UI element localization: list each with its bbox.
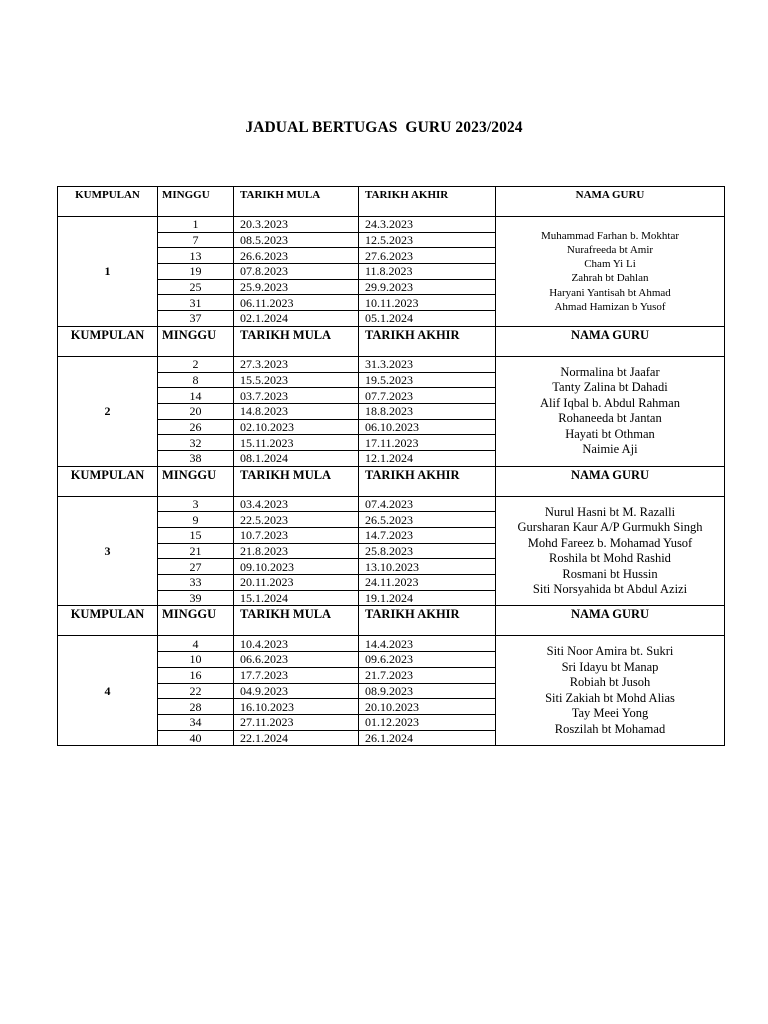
tarikh-akhir-cell: 12.5.2023 [359, 232, 496, 248]
tarikh-mula-cell: 10.7.2023 [234, 528, 359, 544]
teacher-name: Cham Yi Li [584, 258, 636, 271]
nama-guru-list [496, 356, 725, 466]
tarikh-akhir-cell: 11.8.2023 [359, 264, 496, 280]
header-tarikh-akhir: TARIKH AKHIR [359, 187, 496, 217]
header-nama-guru: NAMA GURU [496, 606, 725, 636]
tarikh-akhir-cell: 31.3.2023 [359, 356, 496, 372]
header-minggu: MINGGU [158, 187, 234, 217]
table-row [58, 217, 725, 233]
kumpulan-number: 3 [58, 496, 158, 606]
header-tarikh-mula: TARIKH MULA [234, 466, 359, 496]
tarikh-akhir-cell: 05.1.2024 [359, 311, 496, 327]
tarikh-mula-cell: 21.8.2023 [234, 543, 359, 559]
header-nama-guru: NAMA GURU [496, 326, 725, 356]
tarikh-akhir-cell: 14.4.2023 [359, 636, 496, 652]
header-row [58, 466, 725, 496]
teacher-name: Alif Iqbal b. Abdul Rahman [540, 395, 680, 410]
teacher-name: Ahmad Hamizan b Yusof [554, 300, 666, 313]
header-tarikh-mula: TARIKH MULA [234, 187, 359, 217]
tarikh-mula-cell: 20.3.2023 [234, 217, 359, 233]
teacher-name: Normalina bt Jaafar [560, 364, 660, 379]
header-nama-guru: NAMA GURU [496, 187, 725, 217]
tarikh-akhir-cell: 19.5.2023 [359, 372, 496, 388]
tarikh-akhir-cell: 12.1.2024 [359, 450, 496, 466]
tarikh-akhir-cell: 29.9.2023 [359, 279, 496, 295]
teacher-name: Nurafreeda bt Amir [566, 244, 654, 256]
tarikh-mula-cell: 14.8.2023 [234, 403, 359, 419]
tarikh-akhir-cell: 13.10.2023 [359, 559, 496, 575]
tarikh-akhir-cell: 20.10.2023 [359, 699, 496, 715]
teacher-name: Haryani Yantisah bt Ahmad [549, 286, 671, 299]
minggu-cell: 40 [158, 730, 234, 746]
teacher-name: Tay Meei Yong [571, 706, 649, 721]
header-kumpulan: KUMPULAN [58, 466, 158, 496]
minggu-cell: 31 [158, 295, 234, 311]
teacher-name: Tanty Zalina bt Dahadi [552, 380, 668, 395]
tarikh-mula-cell: 06.11.2023 [234, 295, 359, 311]
header-kumpulan: KUMPULAN [58, 326, 158, 356]
header-minggu: MINGGU [158, 606, 234, 636]
kumpulan-number: 4 [58, 636, 158, 746]
tarikh-akhir-cell: 07.7.2023 [359, 388, 496, 404]
tarikh-akhir-cell: 18.8.2023 [359, 403, 496, 419]
tarikh-mula-cell: 15.5.2023 [234, 372, 359, 388]
minggu-cell: 26 [158, 419, 234, 435]
header-row [58, 187, 725, 217]
tarikh-mula-cell: 16.10.2023 [234, 699, 359, 715]
nama-guru-list [496, 636, 725, 746]
tarikh-mula-cell: 15.11.2023 [234, 435, 359, 451]
header-kumpulan: KUMPULAN [58, 606, 158, 636]
minggu-cell: 34 [158, 714, 234, 730]
minggu-cell: 3 [158, 496, 234, 512]
tarikh-mula-cell: 10.4.2023 [234, 636, 359, 652]
tarikh-akhir-cell: 19.1.2024 [359, 590, 496, 606]
minggu-cell: 20 [158, 403, 234, 419]
minggu-cell: 9 [158, 512, 234, 528]
tarikh-akhir-cell: 27.6.2023 [359, 248, 496, 264]
table-row [58, 356, 725, 372]
minggu-cell: 39 [158, 590, 234, 606]
tarikh-mula-cell: 08.1.2024 [234, 450, 359, 466]
minggu-cell: 25 [158, 279, 234, 295]
header-minggu: MINGGU [158, 326, 234, 356]
tarikh-mula-cell: 26.6.2023 [234, 248, 359, 264]
minggu-cell: 19 [158, 264, 234, 280]
nama-guru-list [496, 496, 725, 606]
nama-guru-list [496, 217, 725, 327]
tarikh-akhir-cell: 24.3.2023 [359, 217, 496, 233]
tarikh-mula-cell: 25.9.2023 [234, 279, 359, 295]
tarikh-mula-cell: 27.11.2023 [234, 714, 359, 730]
tarikh-akhir-cell: 06.10.2023 [359, 419, 496, 435]
tarikh-akhir-cell: 26.1.2024 [359, 730, 496, 746]
tarikh-mula-cell: 04.9.2023 [234, 683, 359, 699]
minggu-cell: 28 [158, 699, 234, 715]
tarikh-mula-cell: 27.3.2023 [234, 356, 359, 372]
tarikh-akhir-cell: 01.12.2023 [359, 714, 496, 730]
tarikh-akhir-cell: 07.4.2023 [359, 496, 496, 512]
teacher-name: Roszilah bt Mohamad [554, 721, 666, 736]
tarikh-mula-cell: 17.7.2023 [234, 667, 359, 683]
tarikh-mula-cell: 20.11.2023 [234, 575, 359, 591]
minggu-cell: 33 [158, 575, 234, 591]
tarikh-akhir-cell: 25.8.2023 [359, 543, 496, 559]
tarikh-mula-cell: 03.4.2023 [234, 496, 359, 512]
minggu-cell: 22 [158, 683, 234, 699]
teacher-name: Zahrah bt Dahlan [571, 272, 649, 285]
tarikh-mula-cell: 22.5.2023 [234, 512, 359, 528]
tarikh-mula-cell: 02.10.2023 [234, 419, 359, 435]
kumpulan-number: 2 [58, 356, 158, 466]
tarikh-mula-cell: 15.1.2024 [234, 590, 359, 606]
minggu-cell: 14 [158, 388, 234, 404]
minggu-cell: 38 [158, 450, 234, 466]
tarikh-akhir-cell: 08.9.2023 [359, 683, 496, 699]
minggu-cell: 7 [158, 232, 234, 248]
teacher-name: Naimie Aji [582, 442, 638, 457]
minggu-cell: 2 [158, 356, 234, 372]
teacher-name: Hayati bt Othman [565, 426, 655, 441]
teacher-name: Siti Noor Amira bt. Sukri [546, 644, 674, 659]
minggu-cell: 4 [158, 636, 234, 652]
tarikh-mula-cell: 07.8.2023 [234, 264, 359, 280]
header-tarikh-akhir: TARIKH AKHIR [359, 326, 496, 356]
teacher-name: Nurul Hasni bt M. Razalli [544, 504, 676, 519]
minggu-cell: 1 [158, 217, 234, 233]
tarikh-akhir-cell: 26.5.2023 [359, 512, 496, 528]
teacher-name: Rosmani bt Hussin [562, 566, 658, 581]
teacher-name: Siti Norsyahida bt Abdul Azizi [532, 582, 688, 597]
tarikh-mula-cell: 08.5.2023 [234, 232, 359, 248]
header-tarikh-mula: TARIKH MULA [234, 326, 359, 356]
tarikh-akhir-cell: 17.11.2023 [359, 435, 496, 451]
minggu-cell: 21 [158, 543, 234, 559]
tarikh-akhir-cell: 09.6.2023 [359, 652, 496, 668]
tarikh-akhir-cell: 24.11.2023 [359, 575, 496, 591]
teacher-name: Gursharan Kaur A/P Gurmukh Singh [517, 520, 703, 535]
teacher-name: Sri Idayu bt Manap [561, 659, 659, 674]
tarikh-akhir-cell: 21.7.2023 [359, 667, 496, 683]
minggu-cell: 27 [158, 559, 234, 575]
tarikh-akhir-cell: 10.11.2023 [359, 295, 496, 311]
teacher-name: Roshila bt Mohd Rashid [549, 551, 671, 566]
minggu-cell: 15 [158, 528, 234, 544]
header-nama-guru: NAMA GURU [496, 466, 725, 496]
header-row [58, 606, 725, 636]
tarikh-mula-cell: 02.1.2024 [234, 311, 359, 327]
teacher-name: Robiah bt Jusoh [569, 675, 651, 690]
tarikh-mula-cell: 22.1.2024 [234, 730, 359, 746]
minggu-cell: 16 [158, 667, 234, 683]
minggu-cell: 8 [158, 372, 234, 388]
teacher-name: Siti Zakiah bt Mohd Alias [545, 690, 675, 705]
teacher-name: Rohaneeda bt Jantan [558, 411, 662, 426]
kumpulan-number: 1 [58, 217, 158, 327]
minggu-cell: 13 [158, 248, 234, 264]
header-row [58, 326, 725, 356]
duty-roster-table [57, 186, 725, 746]
teacher-name: Mohd Fareez b. Mohamad Yusof [527, 535, 693, 550]
header-tarikh-akhir: TARIKH AKHIR [359, 466, 496, 496]
tarikh-akhir-cell: 14.7.2023 [359, 528, 496, 544]
teacher-name: Muhammad Farhan b. Mokhtar [540, 229, 680, 242]
tarikh-mula-cell: 06.6.2023 [234, 652, 359, 668]
tarikh-mula-cell: 03.7.2023 [234, 388, 359, 404]
tarikh-mula-cell: 09.10.2023 [234, 559, 359, 575]
page-title: JADUAL BERTUGAS GURU 2023/2024 [245, 119, 523, 136]
table-row [58, 496, 725, 512]
header-minggu: MINGGU [158, 466, 234, 496]
header-kumpulan: KUMPULAN [58, 187, 158, 217]
minggu-cell: 10 [158, 652, 234, 668]
table-row [58, 636, 725, 652]
minggu-cell: 37 [158, 311, 234, 327]
header-tarikh-akhir: TARIKH AKHIR [359, 606, 496, 636]
minggu-cell: 32 [158, 435, 234, 451]
header-tarikh-mula: TARIKH MULA [234, 606, 359, 636]
